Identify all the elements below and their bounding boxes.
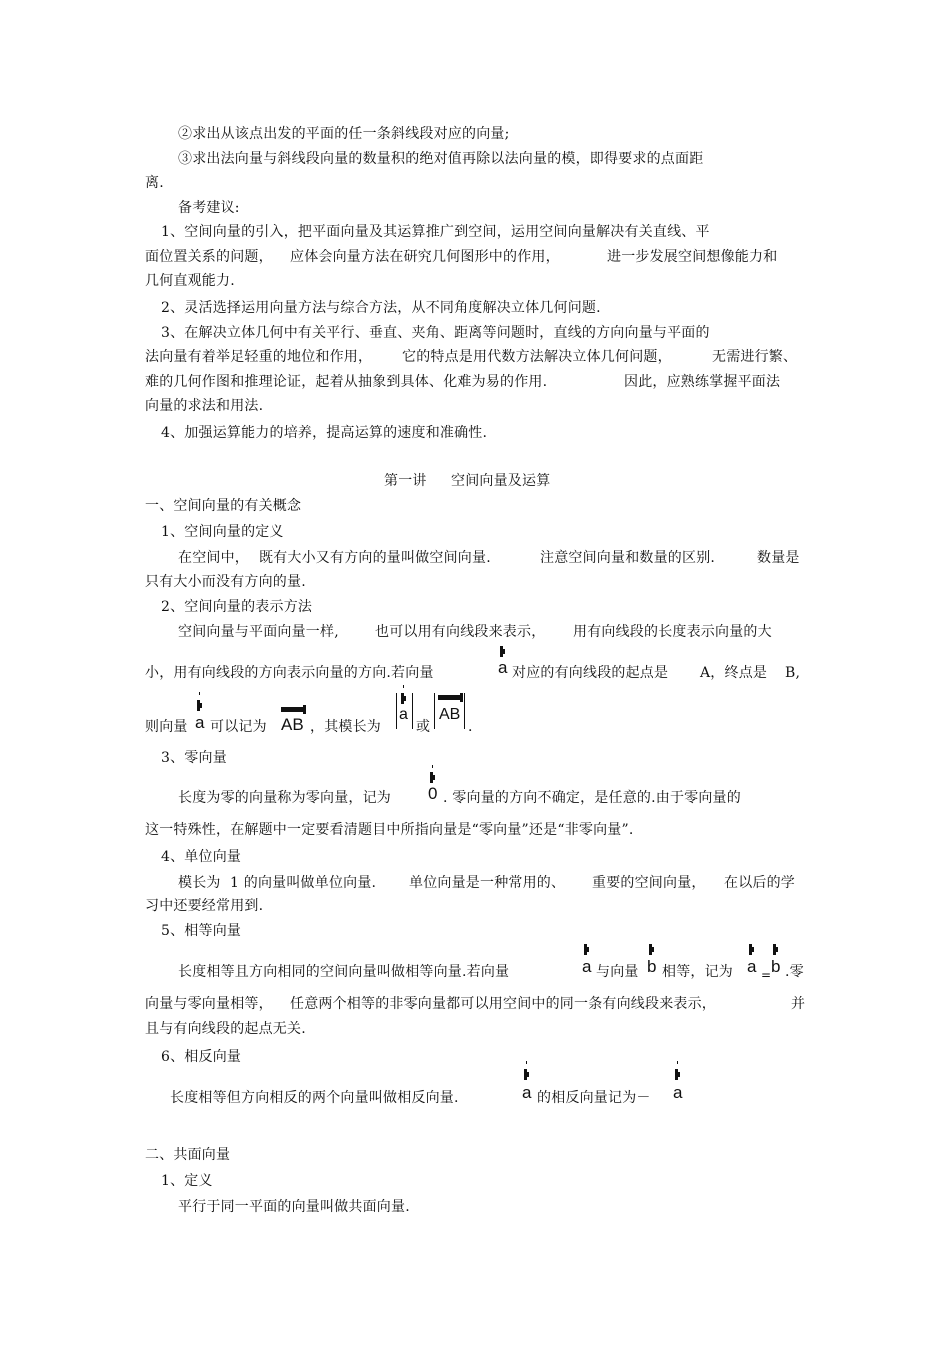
suggestion-3-d: 难的几何作图和推理论证，起着从抽象到具体、化难为易的作用.: [145, 374, 548, 390]
vector-a: a: [195, 713, 205, 732]
suggestion-1-a: 面位置关系的问题，: [145, 249, 273, 265]
repr-d: 小，用有向线段的方向表示向量的方向.若向量: [145, 665, 434, 681]
vector-arrow-icon: [500, 646, 503, 657]
vector-arrow-icon: [773, 944, 776, 955]
suggestion-3-c: 无需进行繁、: [712, 349, 798, 365]
suggestions-heading: 备考建议:: [178, 200, 240, 216]
repr-k: 或: [416, 719, 431, 735]
vector-arrow-icon: [524, 1069, 527, 1080]
unit-a: 模长为: [178, 875, 221, 891]
repr-h: 则向量: [145, 719, 188, 735]
equal-e: 向量与零向量相等，: [145, 996, 273, 1012]
opposite-a: 长度相等但方向相反的两个向量叫做相反向量.: [170, 1090, 459, 1106]
vector-a: a: [498, 658, 508, 677]
equal-g: 并: [791, 996, 806, 1012]
subsection-1-3: 3、零向量: [161, 750, 227, 766]
abs-bar-right: [464, 693, 465, 729]
vector-arrow-icon: [675, 1069, 678, 1080]
zero-b: . 零向量的方向不确定，是任意的.由于零向量的: [443, 790, 741, 806]
vector-arrow-icon: [649, 944, 652, 955]
repr-g: B,: [785, 665, 801, 681]
equal-a: 长度相等且方向相同的空间向量叫做相等向量.若向量: [178, 964, 510, 980]
dot-mark: [526, 1061, 527, 1064]
suggestion-3-a: 法向量有着举足轻重的地位和作用，: [145, 349, 373, 365]
subsection-2-1: 1、定义: [161, 1173, 213, 1189]
dot-mark: [403, 685, 404, 688]
step-3-line: ③求出法向量与斜线段向量的数量积的绝对值再除以法向量的模，即得要求的点面距: [178, 151, 704, 167]
vector-AB: AB: [439, 706, 461, 723]
equal-f: 任意两个相等的非零向量都可以用空间中的同一条有向线段来表示，: [290, 996, 716, 1012]
repr-i: 可以记为: [210, 719, 267, 735]
def-a: 在空间中，: [178, 550, 249, 566]
suggestion-4: 4、加强运算能力的培养，提高运算的速度和准确性.: [161, 425, 488, 441]
subsection-1-5: 5、相等向量: [161, 923, 242, 939]
section-2-heading: 二、共面向量: [145, 1147, 231, 1163]
suggestion-1-c: 进一步发展空间想像能力和: [607, 249, 778, 265]
suggestion-3: 3、在解决立体几何中有关平行、垂直、夹角、距离等问题时，直线的方向向量与平面的: [161, 325, 710, 341]
dot-mark: [432, 765, 433, 768]
vector-arrow-icon: [401, 693, 404, 704]
unit-b: 1 的向量叫做单位向量.: [230, 875, 377, 891]
vector-AB: AB: [281, 715, 304, 734]
lecture-title: 空间向量及运算: [451, 473, 551, 489]
section-1-heading: 一、空间向量的有关概念: [145, 498, 302, 514]
vector-a: a: [399, 706, 408, 723]
def-c: 注意空间向量和数量的区别.: [540, 550, 716, 566]
suggestion-2: 2、灵活选择运用向量方法与综合方法，从不同角度解决立体几何问题.: [161, 300, 601, 316]
repr-l: .: [468, 719, 473, 735]
vector-arrow-icon: [584, 944, 587, 955]
equals-sign: =: [761, 968, 772, 982]
suggestion-1: 1、空间向量的引入，把平面向量及其运算推广到空间，运用空间向量解决有关直线、平: [161, 224, 710, 240]
vector-b: b: [771, 957, 781, 976]
suggestion-1-b: 应体会向量方法在研究几何图形中的作用，: [290, 249, 560, 265]
abs-bar-left: [396, 693, 397, 729]
dot-mark: [677, 1061, 678, 1064]
step-3-line-cont: 离.: [145, 175, 164, 191]
unit-d: 重要的空间向量，: [592, 875, 706, 891]
subsection-1-4: 4、单位向量: [161, 849, 242, 865]
equal-d: .零: [785, 964, 804, 980]
suggestion-3-e: 因此，应熟练掌握平面法: [624, 374, 781, 390]
equal-h: 且与有向线段的起点无关.: [145, 1021, 306, 1037]
repr-a: 空间向量与平面向量一样,: [178, 624, 339, 640]
opposite-b: 的相反向量记为－: [537, 1090, 651, 1106]
abs-bar-left: [434, 693, 435, 729]
repr-j: ，其模长为: [310, 719, 381, 735]
equal-b: 与向量: [596, 964, 639, 980]
unit-f: 习中还要经常用到.: [145, 898, 264, 914]
suggestion-3-b: 它的特点是用代数方法解决立体几何问题，: [402, 349, 672, 365]
def-b: 既有大小又有方向的量叫做空间向量.: [259, 550, 491, 566]
vector-arrow-icon: [281, 707, 303, 712]
unit-c: 单位向量是一种常用的、: [409, 875, 566, 891]
subsection-1-6: 6、相反向量: [161, 1049, 242, 1065]
vector-arrow-icon: [438, 695, 460, 700]
unit-e: 在以后的学: [724, 875, 795, 891]
vector-a: a: [522, 1083, 532, 1102]
repr-c: 用有向线段的长度表示向量的大: [573, 624, 772, 640]
repr-b: 也可以用有向线段来表示，: [375, 624, 546, 640]
vector-a: a: [673, 1083, 683, 1102]
abs-bar-right: [412, 693, 413, 729]
lecture-number: 第一讲: [384, 473, 427, 489]
repr-e: 对应的有向线段的起点是: [512, 665, 669, 681]
vector-a: a: [582, 957, 592, 976]
vector-arrow-icon: [197, 700, 200, 711]
zero-c: 这一特殊性，在解题中一定要看清题目中所指向量是“零向量”还是“非零向量”.: [145, 822, 634, 838]
vector-zero: 0: [428, 784, 438, 803]
step-2-line: ②求出从该点出发的平面的任一条斜线段对应的向量;: [178, 126, 510, 142]
dot-mark: [199, 692, 200, 695]
subsection-1-1: 1、空间向量的定义: [161, 524, 284, 540]
vector-arrow-icon: [749, 944, 752, 955]
def-e: 只有大小而没有方向的量.: [145, 574, 306, 590]
repr-f: A，终点是: [700, 665, 768, 681]
subsection-1-2: 2、空间向量的表示方法: [161, 599, 313, 615]
vector-arrow-icon: [430, 772, 433, 783]
vector-a: a: [747, 957, 757, 976]
equal-c: 相等，记为: [662, 964, 733, 980]
suggestion-1-d: 几何直观能力.: [145, 273, 235, 289]
coplanar-def: 平行于同一平面的向量叫做共面向量.: [178, 1199, 410, 1215]
vector-b: b: [647, 957, 657, 976]
zero-a: 长度为零的向量称为零向量，记为: [178, 790, 391, 806]
suggestion-3-f: 向量的求法和用法.: [145, 398, 264, 414]
def-d: 数量是: [757, 550, 800, 566]
